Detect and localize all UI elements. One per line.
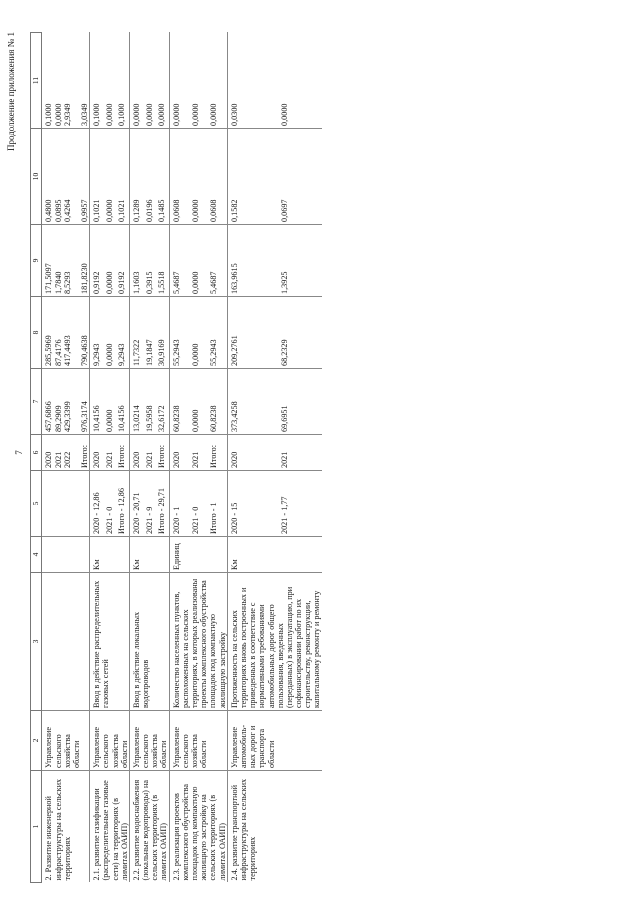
cell-c9: 0,0000 xyxy=(191,225,208,297)
cell-c11: 0,1000 xyxy=(117,33,130,129)
cell-c9: 0,9192 xyxy=(90,225,105,297)
cell-c2: Управление сельского хозяйства области xyxy=(90,711,130,771)
cell-c8: 55,2943 xyxy=(209,297,227,369)
cell-c9: 171,5097 xyxy=(42,225,54,297)
cell-c7: 89,2909 xyxy=(54,369,63,435)
cell-c4: Единиц xyxy=(169,537,227,573)
spacer-cell xyxy=(72,129,80,225)
cell-c2: Управление сельского хозяйства области xyxy=(42,711,90,771)
cell-c10: 0,0608 xyxy=(169,129,191,225)
cell-c7: 0,0000 xyxy=(191,369,208,435)
spacer-cell xyxy=(72,297,80,369)
page-number: 7 xyxy=(14,450,24,455)
cell-c1: 2.1. развитие газификации (распределительные газовые сети) на территориях (в лимитах ОАИП) xyxy=(90,771,130,883)
cell-c1: 2.3. реализация проектов комплексного обустройства площадок под компактную жилищную застройку на сельских территориях (в лимитах ОАИП) xyxy=(169,771,227,883)
cell-c1: 2.2. развитие водоснабжения (локальные водопроводы) на сельских территориях (в лимитах ОАИП) xyxy=(129,771,169,883)
cell-c6: 2020 xyxy=(90,435,105,471)
cell-c7: 0,0000 xyxy=(105,369,117,435)
cell-c6: 2021 xyxy=(280,435,322,471)
cell-c7: 10,4156 xyxy=(90,369,105,435)
cell-c3: Протяженность на сельских территориях вновь построенных и приведенных в соответствие с нормативными требованиями автомобильных дорог общего пользования, введенных (переданных) в эксплуатацию, при софинансировании работ по их строительству, реконструкции, капитальному ремонту и ремонту xyxy=(227,573,321,711)
cell-c9: 0,9192 xyxy=(117,225,130,297)
col-header: 3 xyxy=(31,573,42,711)
spacer-cell xyxy=(72,33,80,129)
cell-c2: Управление сельского хозяйства области xyxy=(129,711,169,771)
cell-c10: 0,1021 xyxy=(117,129,130,225)
cell-c6: 2020 xyxy=(227,435,280,471)
cell-c4 xyxy=(42,537,90,573)
cell-c6: Итого: xyxy=(80,435,90,471)
cell-c10: 0,0895 xyxy=(54,129,63,225)
cell-c6: 2020 xyxy=(129,435,144,471)
spacer-cell xyxy=(72,471,80,537)
cell-c6: 2021 xyxy=(191,435,208,471)
cell-c11: 0,0000 xyxy=(129,33,144,129)
table-row xyxy=(42,33,54,883)
cell-c10: 0,0000 xyxy=(191,129,208,225)
table-row xyxy=(129,33,144,883)
cell-c11: 0,0000 xyxy=(209,33,227,129)
cell-c8: 30,9169 xyxy=(157,297,170,369)
cell-c10: 0,1582 xyxy=(227,129,280,225)
cell-c8: 19,1847 xyxy=(145,297,157,369)
cell-c11: 0,0000 xyxy=(157,33,170,129)
cell-c5: 2021 - 1,77 xyxy=(280,471,322,537)
cell-c9: 1,7840 xyxy=(54,225,63,297)
cell-c7: 976,3174 xyxy=(80,369,90,435)
cell-c9: 8,5293 xyxy=(63,225,72,297)
column-number-row xyxy=(31,33,42,883)
cell-c5: 2020 - 15 xyxy=(227,471,280,537)
cell-c10: 0,4800 xyxy=(42,129,54,225)
cell-c11: 0,1000 xyxy=(42,33,54,129)
cell-c9: 1,3925 xyxy=(280,225,322,297)
cell-c11: 0,0300 xyxy=(227,33,280,129)
table-row xyxy=(90,33,105,883)
col-header: 9 xyxy=(31,225,42,297)
cell-c4: Км xyxy=(90,537,130,573)
cell-c11: 0,0000 xyxy=(105,33,117,129)
col-header: 8 xyxy=(31,297,42,369)
cell-c5: Итого - 29,71 xyxy=(157,471,170,537)
cell-c9: 0,3915 xyxy=(145,225,157,297)
cell-c11: 0,0000 xyxy=(191,33,208,129)
cell-c8: 68,2329 xyxy=(280,297,322,369)
cell-c8: 417,4493 xyxy=(63,297,72,369)
col-header: 11 xyxy=(31,33,42,129)
cell-c1: 2. Развитие инженерной инфраструктуры на сельских территориях xyxy=(42,771,90,883)
cell-c7: 13,0214 xyxy=(129,369,144,435)
cell-c4: Км xyxy=(129,537,169,573)
cell-c6: 2020 xyxy=(42,435,54,471)
cell-c10: 0,1289 xyxy=(129,129,144,225)
cell-c11: 0,0000 xyxy=(280,33,322,129)
spacer-cell xyxy=(72,435,80,471)
cell-c8: 790,4638 xyxy=(80,297,90,369)
cell-c1: 2.4. развитие транспортной инфраструктуры на сельских территориях xyxy=(227,771,321,883)
cell-c8: 87,4176 xyxy=(54,297,63,369)
cell-c2: Управление автомобиль-ных дорог и транспорта области xyxy=(227,711,321,771)
cell-c10: 0,9957 xyxy=(80,129,90,225)
cell-c4: Км xyxy=(227,537,321,573)
col-header: 2 xyxy=(31,711,42,771)
cell-c5: 2021 - 0 xyxy=(105,471,117,537)
cell-c10: 0,0608 xyxy=(209,129,227,225)
cell-c5: Итого - 12,86 xyxy=(117,471,130,537)
cell-c10: 0,1485 xyxy=(157,129,170,225)
cell-c3: Количество населенных пунктов, расположенных на сельских территориях, в которых реализованы проекты комплексного обустройства площадок под компактную жилищную застройку xyxy=(169,573,227,711)
cell-c9: 1,1603 xyxy=(129,225,144,297)
cell-c3: Ввод в действие распределительных газовых сетей xyxy=(90,573,130,711)
cell-c5: Итого - 1 xyxy=(209,471,227,537)
cell-c11: 0,0000 xyxy=(169,33,191,129)
col-header: 7 xyxy=(31,369,42,435)
cell-c8: 0,0000 xyxy=(191,297,208,369)
cell-c7: 429,3399 xyxy=(63,369,72,435)
cell-c8: 0,0000 xyxy=(105,297,117,369)
cell-c6: Итого: xyxy=(209,435,227,471)
cell-c10: 0,4264 xyxy=(63,129,72,225)
cell-c6: 2022 xyxy=(63,435,72,471)
cell-c5 xyxy=(42,471,54,537)
table-row xyxy=(169,33,191,883)
cell-c2: Управление сельского хозяйства области xyxy=(169,711,227,771)
cell-c5: 2021 - 9 xyxy=(145,471,157,537)
cell-c6: 2021 xyxy=(145,435,157,471)
cell-c5 xyxy=(80,471,90,537)
cell-c7: 60,8238 xyxy=(209,369,227,435)
cell-c6: Итого: xyxy=(157,435,170,471)
table-row xyxy=(227,33,280,883)
cell-c9: 181,8230 xyxy=(80,225,90,297)
table-body xyxy=(42,33,322,883)
cell-c11: 0,0000 xyxy=(145,33,157,129)
cell-c3: Ввод в действие локальных водопроводов xyxy=(129,573,169,711)
cell-c7: 32,6172 xyxy=(157,369,170,435)
col-header: 10 xyxy=(31,129,42,225)
budget-table xyxy=(30,32,322,883)
col-header: 5 xyxy=(31,471,42,537)
cell-c11: 3,0349 xyxy=(80,33,90,129)
cell-c6: 2021 xyxy=(54,435,63,471)
cell-c7: 457,6866 xyxy=(42,369,54,435)
cell-c8: 11,7322 xyxy=(129,297,144,369)
cell-c3 xyxy=(42,573,90,711)
col-header: 4 xyxy=(31,537,42,573)
cell-c10: 0,0697 xyxy=(280,129,322,225)
cell-c5: 2020 - 12,86 xyxy=(90,471,105,537)
appendix-caption: Продолжение приложения № 1 xyxy=(6,32,16,152)
spacer-cell xyxy=(72,225,80,297)
cell-c7: 19,5958 xyxy=(145,369,157,435)
cell-c8: 55,2943 xyxy=(169,297,191,369)
cell-c5 xyxy=(63,471,72,537)
cell-c8: 9,2943 xyxy=(90,297,105,369)
cell-c5 xyxy=(54,471,63,537)
cell-c8: 9,2943 xyxy=(117,297,130,369)
cell-c11: 0,0000 xyxy=(54,33,63,129)
cell-c7: 60,8238 xyxy=(169,369,191,435)
cell-c10: 0,0000 xyxy=(105,129,117,225)
col-header: 6 xyxy=(31,435,42,471)
cell-c8: 209,2761 xyxy=(227,297,280,369)
cell-c11: 2,9349 xyxy=(63,33,72,129)
cell-c9: 5,4687 xyxy=(209,225,227,297)
cell-c10: 0,0196 xyxy=(145,129,157,225)
cell-c7: 373,4258 xyxy=(227,369,280,435)
cell-c8: 285,5969 xyxy=(42,297,54,369)
cell-c10: 0,1021 xyxy=(90,129,105,225)
cell-c9: 5,4687 xyxy=(169,225,191,297)
cell-c11: 0,1000 xyxy=(90,33,105,129)
cell-c9: 0,0000 xyxy=(105,225,117,297)
col-header: 1 xyxy=(31,771,42,883)
cell-c5: 2020 - 20,71 xyxy=(129,471,144,537)
cell-c6: 2020 xyxy=(169,435,191,471)
cell-c9: 1,5518 xyxy=(157,225,170,297)
cell-c7: 10,4156 xyxy=(117,369,130,435)
spacer-cell xyxy=(72,369,80,435)
cell-c6: 2021 xyxy=(105,435,117,471)
cell-c5: 2020 - 1 xyxy=(169,471,191,537)
cell-c9: 163,9615 xyxy=(227,225,280,297)
cell-c7: 69,6951 xyxy=(280,369,322,435)
cell-c6: Итого: xyxy=(117,435,130,471)
cell-c5: 2021 - 0 xyxy=(191,471,208,537)
